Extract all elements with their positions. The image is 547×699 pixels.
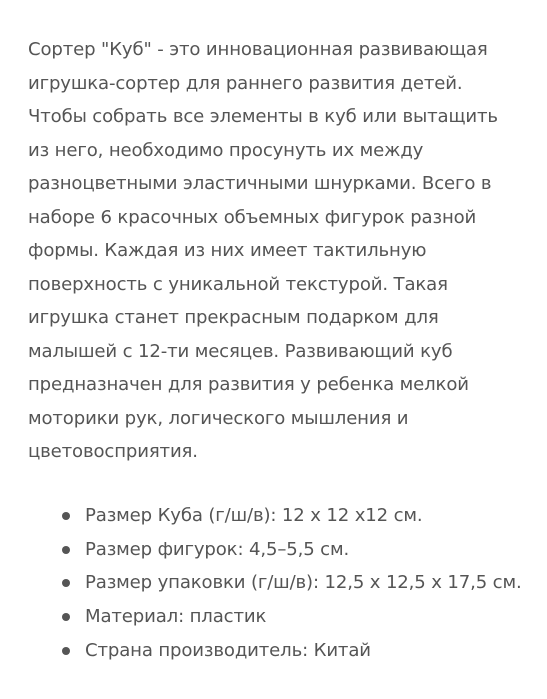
spec-item-figure-size	[28, 533, 533, 567]
bullet-icon	[62, 579, 70, 587]
spec-item-country	[28, 634, 533, 668]
description-line: малышей с 12-ти месяцев. Развивающий куб	[28, 340, 453, 362]
description-line: разноцветными эластичными шнурками. Всего в	[28, 173, 492, 194]
spec-text: Размер Куба (г/ш/в): 12 х 12 х12 см.	[85, 505, 423, 526]
product-description	[28, 33, 533, 469]
description-line: Чтобы собрать все элементы в куб или вытащить	[28, 106, 498, 127]
description-line: цветовосприятия.	[28, 441, 198, 462]
description-line: формы. Каждая из них имеет тактильную	[28, 240, 427, 261]
description-line: моторики рук, логического мышления и	[28, 407, 409, 429]
specs-list	[28, 499, 533, 667]
spec-text: Страна производитель: Китай	[85, 639, 371, 661]
description-line: игрушка станет прекрасным подарком для	[28, 307, 439, 328]
description-line: поверхность с уникальной текстурой. Такая	[28, 273, 448, 295]
description-line: Сортер "Куб" - это инновационная развивающая	[28, 39, 488, 60]
description-line: наборе 6 красочных объемных фигурок разной	[28, 206, 477, 228]
spec-item-cube-size	[28, 499, 533, 533]
bullet-icon	[62, 512, 70, 520]
spec-item-material	[28, 600, 533, 634]
bullet-icon	[62, 647, 70, 655]
description-line: предназначен для развития у ребенка мелкой	[28, 374, 469, 395]
spec-item-package-size	[28, 566, 533, 600]
bullet-icon	[62, 546, 70, 554]
spec-text: Материал: пластик	[85, 606, 267, 628]
description-line: игрушка-сортер для раннего развития детей.	[28, 72, 463, 94]
spec-text: Размер упаковки (г/ш/в): 12,5 х 12,5 х 17,5 см.	[85, 572, 522, 594]
product-description-section	[28, 33, 533, 661]
bullet-icon	[62, 613, 70, 621]
spec-text: Размер фигурок: 4,5–5,5 см.	[85, 538, 350, 560]
description-line: из него, необходимо просунуть их между	[28, 139, 424, 161]
